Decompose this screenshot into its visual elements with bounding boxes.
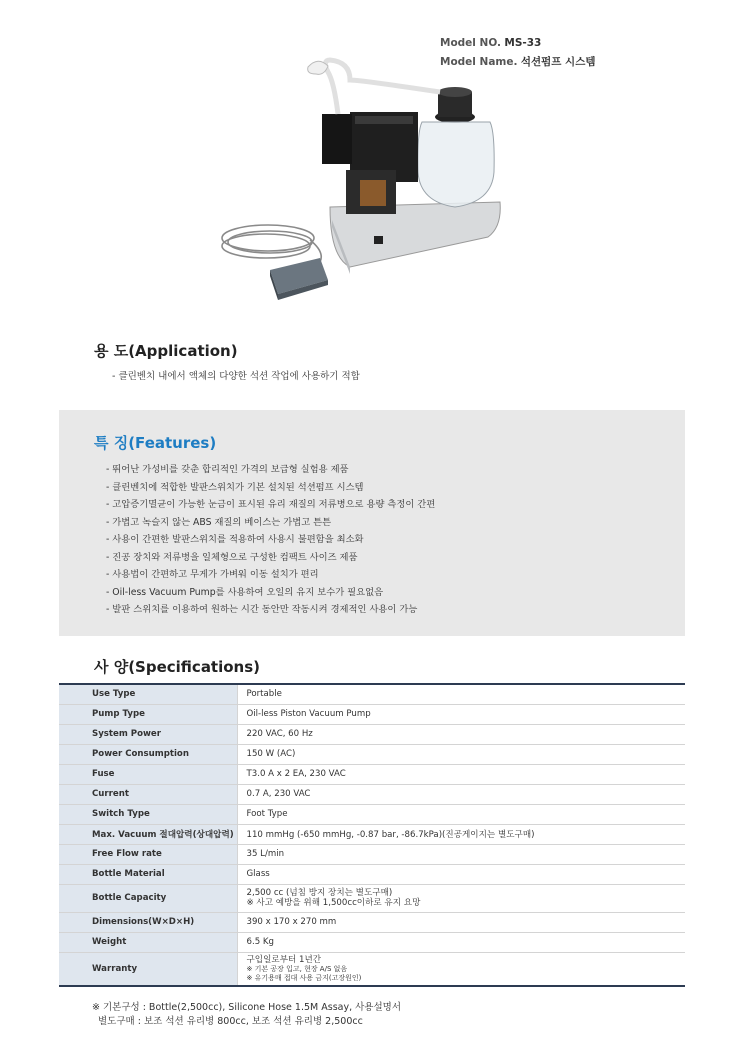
table-row xyxy=(59,784,685,804)
table-row xyxy=(59,912,685,932)
spec-label: Max. Vacuum 절대압력(상대압력) xyxy=(59,824,237,844)
spec-value: 110 mmHg (-650 mmHg, -0.87 bar, -86.7kPa)(진공게이지는 별도구매) xyxy=(237,824,685,844)
table-row xyxy=(59,804,685,824)
table-row xyxy=(59,952,685,986)
spec-value: 0.7 A, 230 VAC xyxy=(237,784,685,804)
feature-item: - 뛰어난 가성비를 갖춘 합리적인 가격의 보급형 실험용 제품 xyxy=(106,464,349,475)
feature-item: - 사용이 간편한 발판스위치를 적용하여 사용시 불편함을 최소화 xyxy=(106,534,364,545)
table-row xyxy=(59,684,685,704)
spec-value: Portable xyxy=(237,684,685,704)
spec-label: Bottle Capacity xyxy=(59,884,237,912)
specifications-title: 사 양(Specifications) xyxy=(94,658,261,676)
model-no-label: Model NO. xyxy=(440,37,502,49)
spec-label: Warranty xyxy=(59,952,237,986)
table-row xyxy=(59,864,685,884)
spec-value: T3.0 A x 2 EA, 230 VAC xyxy=(237,764,685,784)
model-no-value: MS-33 xyxy=(504,37,542,49)
spec-label: Dimensions(W×D×H) xyxy=(59,912,237,932)
model-name-value: 석션펌프 시스템 xyxy=(520,56,596,68)
spec-label: Power Consumption xyxy=(59,744,237,764)
feature-item: - 진공 장치와 저류병을 일체형으로 구성한 컴팩트 사이즈 제품 xyxy=(106,551,358,563)
spec-label: Weight xyxy=(59,932,237,952)
feature-item: - Oil-less Vacuum Pump를 사용하여 오일의 유지 보수가 필요없음 xyxy=(106,586,384,598)
spec-value: Foot Type xyxy=(237,804,685,824)
spec-label: Free Flow rate xyxy=(59,844,237,864)
spec-value-note: ※ 사고 예방을 위해 1,500cc이하로 유지 요망 xyxy=(246,898,421,908)
spec-value-note: ※ 유기용매 접대 사용 금지(고장원인) xyxy=(246,973,362,982)
table-row xyxy=(59,844,685,864)
application-item: - 클린벤치 내에서 액체의 다양한 석션 작업에 사용하기 적합 xyxy=(112,371,360,382)
spec-value-cell xyxy=(237,952,685,986)
table-row xyxy=(59,704,685,724)
spec-label: Pump Type xyxy=(59,704,237,724)
spec-value: 35 L/min xyxy=(237,844,685,864)
spec-value: 150 W (AC) xyxy=(237,744,685,764)
features-box xyxy=(59,410,685,636)
spec-value: Glass xyxy=(237,864,685,884)
features-title: 특 징(Features) xyxy=(94,434,217,452)
footnote-optional-purchase: 별도구매 : 보조 석션 유리병 800cc, 보조 석션 유리병 2,500cc xyxy=(98,1016,363,1027)
product-image xyxy=(210,52,510,302)
features-list xyxy=(106,461,435,619)
model-name-label: Model Name. xyxy=(440,56,518,68)
feature-item: - 클린벤치에 적합한 발판스위치가 기본 설치된 석션펌프 시스템 xyxy=(106,481,364,493)
table-row xyxy=(59,932,685,952)
feature-item: - 가볍고 녹슬지 않는 ABS 재질의 베이스는 가볍고 튼튼 xyxy=(106,516,332,528)
footnote-basic-config: ※ 기본구성 : Bottle(2,500cc), Silicone Hose 1.5M Assay, 사용설명서 xyxy=(92,1002,402,1013)
specifications-table xyxy=(59,683,685,987)
spec-value: 2,500 cc (넘침 방지 장치는 별도구매) xyxy=(246,888,393,898)
spec-label: Fuse xyxy=(59,764,237,784)
table-row xyxy=(59,884,685,912)
spec-value: 구입일로부터 1년간 xyxy=(246,954,322,965)
spec-label: Bottle Material xyxy=(59,864,237,884)
spec-label: Current xyxy=(59,784,237,804)
table-row xyxy=(59,744,685,764)
feature-item: - 사용법이 간편하고 무게가 가벼워 이동 설치가 편리 xyxy=(106,569,319,580)
table-row xyxy=(59,764,685,784)
spec-value-note: ※ 기본 공장 입고, 현장 A/S 없음 xyxy=(246,964,348,973)
table-row xyxy=(59,724,685,744)
application-title: 용 도(Application) xyxy=(94,342,238,360)
footnote xyxy=(92,1001,401,1029)
feature-item: - 고압증기멸균이 가능한 눈금이 표시된 유리 재질의 저류병으로 용량 측정이 간편 xyxy=(106,499,436,510)
feature-item: - 발판 스위치를 이용하여 원하는 시간 동안만 작동시켜 경제적인 사용이 가능 xyxy=(106,604,418,615)
spec-value: 6.5 Kg xyxy=(237,932,685,952)
spec-value: 390 x 170 x 270 mm xyxy=(237,912,685,932)
spec-label: System Power xyxy=(59,724,237,744)
table-row xyxy=(59,824,685,844)
spec-value: Oil-less Piston Vacuum Pump xyxy=(237,704,685,724)
spec-label: Switch Type xyxy=(59,804,237,824)
spec-value-cell xyxy=(237,884,685,912)
spec-value: 220 VAC, 60 Hz xyxy=(237,724,685,744)
spec-label: Use Type xyxy=(59,684,237,704)
